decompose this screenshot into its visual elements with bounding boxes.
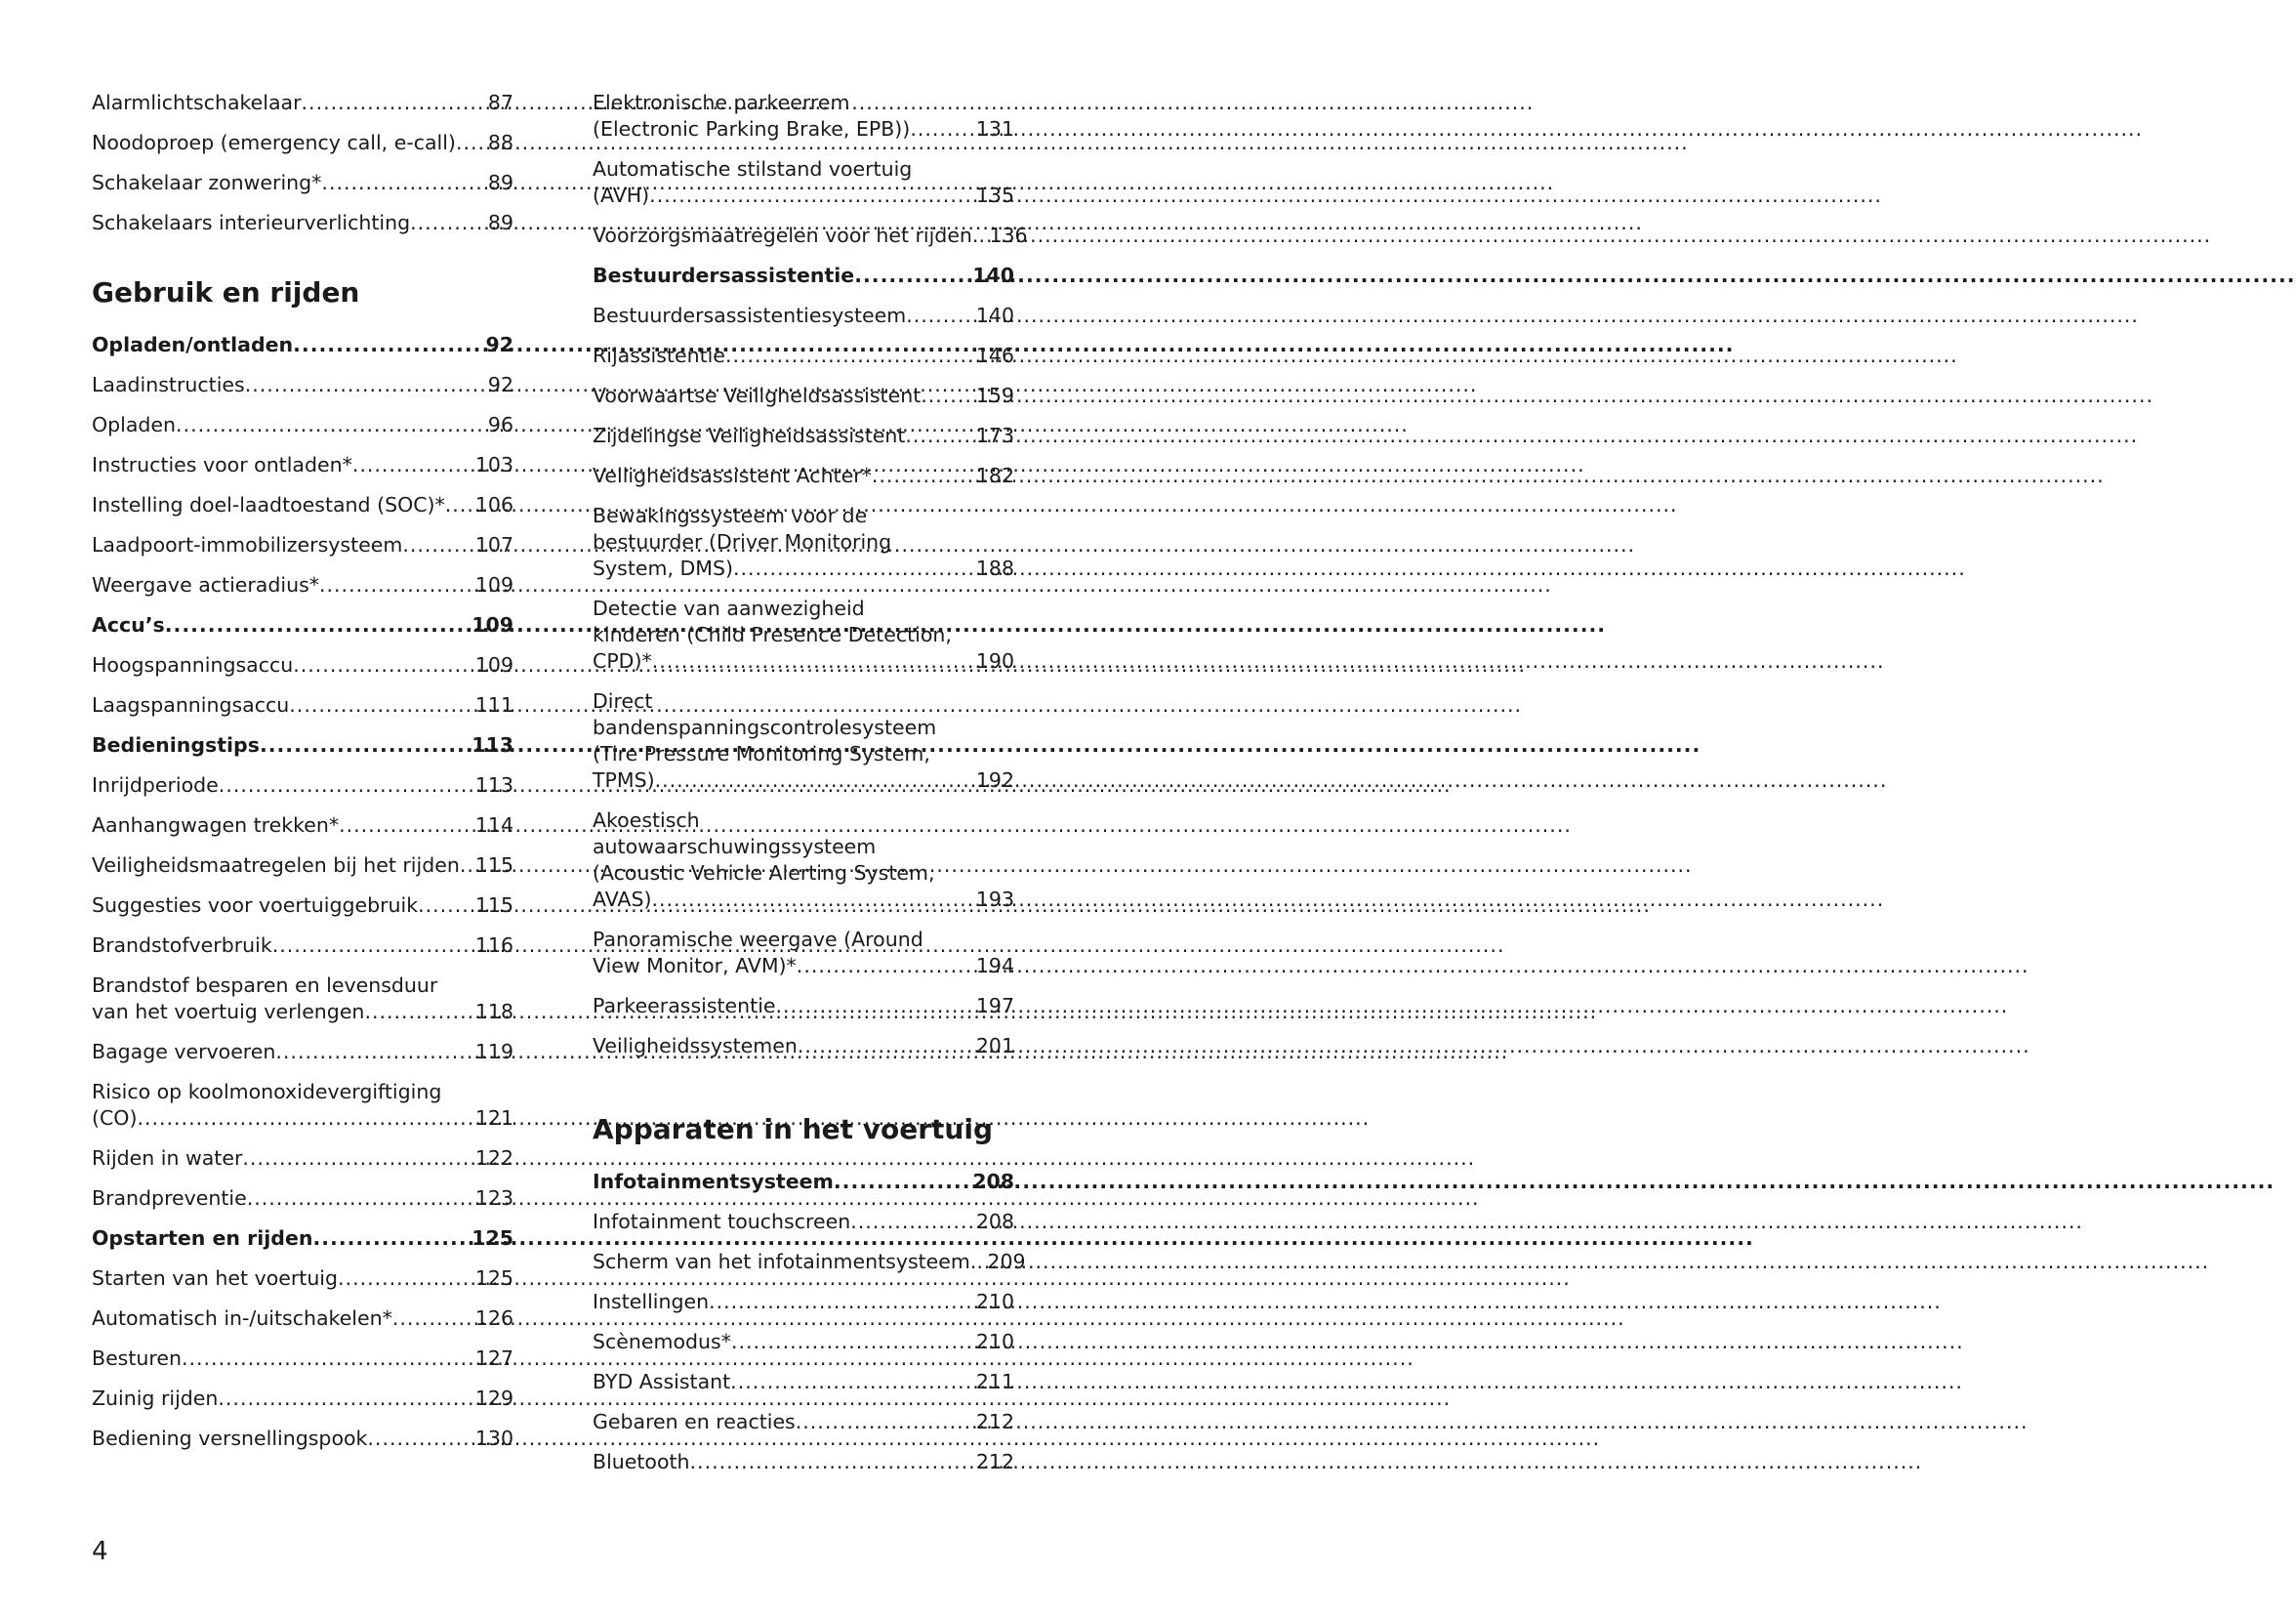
dot-leader xyxy=(649,183,973,209)
dot-leader xyxy=(921,383,973,409)
toc-entry-title-line: AVAS) xyxy=(593,888,652,911)
toc-entry-title-line: bestuurder (Driver Monitoring xyxy=(593,530,892,554)
toc-entry[interactable] xyxy=(593,807,1014,913)
toc-entry-page-number: 122 xyxy=(474,1146,513,1170)
toc-entry[interactable] xyxy=(92,130,513,156)
toc-entry[interactable] xyxy=(593,993,1014,1019)
toc-entry-title-line: bandenspanningscontrolesysteem xyxy=(593,716,937,739)
toc-entry-title-line: Opstarten en rijden xyxy=(92,1226,313,1250)
toc-entry[interactable] xyxy=(593,423,1014,449)
toc-entry[interactable] xyxy=(92,90,513,116)
dot-leader xyxy=(402,532,472,559)
toc-entry-title-line: Zijdelingse Veiligheidsassistent xyxy=(593,424,906,447)
toc-entry-title-line: Opladen xyxy=(92,413,177,436)
toc-entry-page-number: 103 xyxy=(474,453,513,476)
toc-entry-title-line: Aanhangwagen trekken* xyxy=(92,813,340,837)
toc-entry-page-number: 123 xyxy=(474,1186,513,1210)
dot-leader xyxy=(709,1289,973,1315)
dot-leader xyxy=(367,1426,472,1452)
toc-entry[interactable] xyxy=(593,1329,1014,1355)
toc-entry-title-line: Voorzorgsmaatregelen voor het rijden. xyxy=(593,224,979,247)
toc-entry-title-line: Besturen xyxy=(92,1346,182,1370)
toc-entry-page-number: 208 xyxy=(972,1170,1014,1193)
toc-entry[interactable] xyxy=(92,772,513,799)
toc-entry-page-number: 201 xyxy=(975,1034,1014,1057)
toc-entry-page-number: 140 xyxy=(972,264,1014,287)
toc-entry-title-line: Noodoproep (emergency call, e-call) xyxy=(92,131,456,154)
dot-leader xyxy=(242,1145,472,1172)
toc-entry-page-number: 208 xyxy=(975,1210,1014,1233)
dot-leader xyxy=(872,463,973,489)
toc-entry-title-line: Infotainmentsysteem xyxy=(593,1170,834,1193)
toc-entry-page-number: 131 xyxy=(975,117,1014,141)
toc-entry-title-line: Brandstof besparen en levensduur xyxy=(92,973,438,997)
toc-entry-title-line: Veiligheidsmaatregelen bij het rijden xyxy=(92,853,460,877)
toc-entry-title-line: Schakelaars interieurverlichting xyxy=(92,211,411,234)
toc-entry[interactable] xyxy=(92,532,513,559)
toc-entry-title-line: autowaarschuwingssysteem xyxy=(593,835,877,858)
toc-entry-page-number: 136 xyxy=(989,224,1028,247)
toc-chapter-entry[interactable] xyxy=(92,332,513,358)
dot-leader xyxy=(731,1329,973,1355)
toc-entry[interactable] xyxy=(92,210,513,236)
dot-leader xyxy=(218,1386,472,1412)
dot-leader xyxy=(293,652,472,679)
toc-entry-title-line: Automatische stilstand voertuig xyxy=(593,157,913,181)
toc-entry[interactable] xyxy=(92,1039,513,1065)
dot-leader xyxy=(906,303,973,329)
dot-leader xyxy=(733,556,973,582)
toc-entry-title-line: Bediening versnellingspook xyxy=(92,1427,368,1450)
dot-leader xyxy=(725,343,973,369)
toc-entry-page-number: 109 xyxy=(472,613,513,637)
toc-entry[interactable] xyxy=(593,596,1014,675)
toc-entry-title-line: Instructies voor ontladen* xyxy=(92,453,352,476)
toc-entry-title-line: Panoramische weergave (Around xyxy=(593,928,923,951)
toc-entry-title-line: Bestuurdersassistentiesysteem xyxy=(593,304,907,327)
toc-entry-page-number: 109 xyxy=(474,573,513,597)
toc-entry-page-number: 118 xyxy=(474,1000,513,1023)
toc-entry-title-line: Opladen/ontladen xyxy=(92,333,294,356)
toc-entry-page-number: 188 xyxy=(975,557,1014,580)
toc-entry-title-line: Laadpoort-immobilizersysteem xyxy=(92,533,403,557)
toc-entry-title-line: (Acoustic Vehicle Alerting System, xyxy=(593,861,935,885)
toc-entry-page-number: 121 xyxy=(474,1106,513,1130)
toc-entry-title-line: BYD Assistant xyxy=(593,1370,731,1393)
dot-leader xyxy=(165,612,469,639)
toc-entry-page-number: 194 xyxy=(975,954,1014,977)
toc-entry-page-number: 129 xyxy=(474,1386,513,1410)
dot-leader xyxy=(418,892,472,919)
toc-entry-title-line: Suggesties voor voertuiggebruik xyxy=(92,893,419,917)
toc-entry[interactable] xyxy=(92,1305,513,1332)
dot-leader xyxy=(219,772,472,799)
toc-entry[interactable] xyxy=(92,692,513,719)
toc-entry-title-line: Direct xyxy=(593,689,653,713)
toc-entry-title-line: Scherm van het infotainmentsysteem. xyxy=(593,1250,977,1273)
toc-entry[interactable] xyxy=(92,452,513,478)
toc-entry-title-line: (CO) xyxy=(92,1106,138,1130)
toc-entry[interactable] xyxy=(92,1079,513,1132)
toc-entry-page-number: 192 xyxy=(975,768,1014,792)
dot-leader xyxy=(312,1225,469,1252)
toc-entry[interactable] xyxy=(92,892,513,919)
dot-leader xyxy=(289,692,472,719)
toc-entry[interactable] xyxy=(593,156,1014,209)
toc-entry-page-number: 115 xyxy=(474,853,513,877)
toc-entry-title-line: Akoestisch xyxy=(593,808,700,832)
toc-entry-title-line: Risico op koolmonoxidevergiftiging xyxy=(92,1080,442,1103)
toc-entry-title-line: Veiligheidsassistent Achter* xyxy=(593,464,872,487)
dot-leader xyxy=(730,1369,973,1395)
toc-entry[interactable] xyxy=(92,492,513,518)
toc-entry-title-line: (Electronic Parking Brake, EPB)) xyxy=(593,117,911,141)
toc-chapter-entry[interactable] xyxy=(92,612,513,639)
toc-entry-title-line: Bluetooth xyxy=(593,1450,690,1473)
toc-entry[interactable] xyxy=(593,223,1028,249)
toc-entry[interactable] xyxy=(593,1209,1014,1235)
toc-entry-title-line: Automatisch in-/uitschakelen* xyxy=(92,1306,392,1330)
dot-leader xyxy=(260,732,469,759)
toc-entry[interactable] xyxy=(593,1449,1014,1475)
dot-leader xyxy=(910,116,973,143)
toc-entry[interactable] xyxy=(593,303,1014,329)
toc-entry-title-line: Accu’s xyxy=(92,613,165,637)
toc-entry-title-line: Rijden in water xyxy=(92,1146,243,1170)
toc-entry-title-line: Laagspanningsaccu xyxy=(92,693,290,717)
dot-leader xyxy=(976,1249,984,1275)
dot-leader xyxy=(293,332,482,358)
toc-entry[interactable] xyxy=(92,1265,513,1292)
toc-entry-title-line: Zuinig rijden xyxy=(92,1386,219,1410)
toc-entry-title-line: Starten van het voertuig xyxy=(92,1266,339,1290)
toc-entry-page-number: 92 xyxy=(487,373,513,396)
toc-entry[interactable] xyxy=(92,1145,513,1172)
toc-entry-title-line: Detectie van aanwezigheid xyxy=(593,597,865,620)
toc-entry[interactable] xyxy=(593,1289,1014,1315)
toc-entry[interactable] xyxy=(92,170,513,196)
toc-entry-page-number: 135 xyxy=(975,184,1014,207)
dot-leader xyxy=(905,423,972,449)
toc-entry-page-number: 96 xyxy=(487,413,513,436)
toc-entry-page-number: 89 xyxy=(487,211,513,234)
toc-entry[interactable] xyxy=(593,688,1014,794)
dot-leader xyxy=(834,1169,969,1195)
dot-leader xyxy=(797,953,973,979)
dot-leader xyxy=(302,90,485,116)
toc-entry-title-line: Instelling doel-laadtoestand (SOC)* xyxy=(92,493,445,517)
toc-entry-page-number: 113 xyxy=(472,733,513,757)
toc-entry[interactable] xyxy=(92,852,513,879)
toc-entry-page-number: 106 xyxy=(474,493,513,517)
toc-entry[interactable] xyxy=(593,463,1014,489)
toc-entry-title-line: Bagage vervoeren xyxy=(92,1040,276,1063)
toc-entry-title-line: Rijassistentie xyxy=(593,344,725,367)
section-heading: Gebruik en rijden xyxy=(92,276,360,309)
dot-leader xyxy=(690,1449,973,1475)
toc-entry[interactable] xyxy=(92,372,513,398)
dot-leader xyxy=(456,130,485,156)
toc-entry-page-number: 125 xyxy=(474,1266,513,1290)
toc-entry-page-number: 193 xyxy=(975,888,1014,911)
toc-entry-title-line: Infotainment touchscreen xyxy=(593,1210,851,1233)
dot-leader xyxy=(655,767,973,794)
dot-leader xyxy=(460,852,472,879)
toc-entry-title-line: (Tire Pressure Monitoring System, xyxy=(593,742,930,766)
toc-entry-page-number: 114 xyxy=(474,813,513,837)
toc-entry-page-number: 109 xyxy=(474,653,513,677)
dot-leader xyxy=(854,263,969,289)
dot-leader xyxy=(339,812,472,839)
dot-leader xyxy=(247,1185,472,1212)
toc-entry-title-line: Elektronische parkeerrem xyxy=(593,91,850,114)
toc-entry-title-line: (AVH) xyxy=(593,184,650,207)
dot-leader xyxy=(978,223,986,249)
toc-entry-page-number: 211 xyxy=(975,1370,1014,1393)
toc-entry-page-number: 115 xyxy=(474,893,513,917)
dot-leader xyxy=(776,993,973,1019)
toc-entry-title-line: Scènemodus* xyxy=(593,1330,731,1353)
toc-entry-title-line: Bedieningstips xyxy=(92,733,260,757)
toc-entry[interactable] xyxy=(92,652,513,679)
toc-entry-title-line: Weergave actieradius* xyxy=(92,573,319,597)
dot-leader xyxy=(651,887,972,913)
toc-entry-title-line: van het voertuig verlengen xyxy=(92,1000,365,1023)
toc-entry-page-number: 119 xyxy=(474,1040,513,1063)
dot-leader xyxy=(364,999,472,1025)
toc-column-right xyxy=(593,90,1028,1489)
toc-entry-title-line: Brandstofverbruik xyxy=(92,933,272,957)
toc-entry[interactable] xyxy=(92,932,513,959)
toc-entry-page-number: 89 xyxy=(487,171,513,194)
toc-entry[interactable] xyxy=(593,503,1014,582)
toc-entry[interactable] xyxy=(92,1185,513,1212)
toc-entry-page-number: 125 xyxy=(472,1226,513,1250)
page-number: 4 xyxy=(92,1537,108,1566)
toc-entry[interactable] xyxy=(593,1409,1014,1435)
toc-entry-page-number: 173 xyxy=(975,424,1014,447)
toc-entry-page-number: 146 xyxy=(975,344,1014,367)
toc-entry[interactable] xyxy=(593,927,1014,979)
toc-entry-page-number: 140 xyxy=(975,304,1014,327)
dot-leader xyxy=(652,648,973,675)
toc-entry-title-line: Gebaren en reacties xyxy=(593,1410,796,1433)
dot-leader xyxy=(319,572,472,599)
toc-entry-title-line: Parkeerassistentie xyxy=(593,994,776,1017)
toc-entry-page-number: 209 xyxy=(987,1250,1026,1273)
dot-leader xyxy=(338,1265,472,1292)
dot-leader xyxy=(137,1105,472,1132)
toc-entry-title-line: Veiligheidssystemen xyxy=(593,1034,798,1057)
toc-entry[interactable] xyxy=(593,1369,1014,1395)
dot-leader xyxy=(410,210,485,236)
toc-entry[interactable] xyxy=(593,383,1014,409)
toc-entry[interactable] xyxy=(593,90,1014,143)
toc-entry-title-line: Inrijdperiode xyxy=(92,773,219,797)
toc-entry-page-number: 210 xyxy=(975,1330,1014,1353)
toc-entry[interactable] xyxy=(92,1345,513,1372)
toc-entry-page-number: 88 xyxy=(487,131,513,154)
toc-entry[interactable] xyxy=(92,572,513,599)
toc-entry-title-line: Hoogspanningsaccu xyxy=(92,653,294,677)
dot-leader xyxy=(352,452,472,478)
toc-entry-title-line: Bewakingssysteem voor de xyxy=(593,504,868,527)
dot-leader xyxy=(796,1409,973,1435)
toc-entry-page-number: 127 xyxy=(474,1346,513,1370)
section-heading: Apparaten in het voertuig xyxy=(593,1113,993,1145)
toc-entry-page-number: 212 xyxy=(975,1450,1014,1473)
toc-entry-title-line: Laadinstructies xyxy=(92,373,245,396)
toc-entry-page-number: 87 xyxy=(487,91,513,114)
toc-entry-page-number: 111 xyxy=(474,693,513,717)
toc-entry-page-number: 116 xyxy=(474,933,513,957)
dot-leader xyxy=(798,1033,973,1059)
toc-entry-page-number: 107 xyxy=(474,533,513,557)
dot-leader xyxy=(272,932,472,959)
toc-entry[interactable] xyxy=(593,343,1014,369)
dot-leader xyxy=(275,1039,472,1065)
toc-chapter-entry[interactable] xyxy=(92,732,513,759)
toc-chapter-entry[interactable] xyxy=(593,1169,1014,1195)
toc-entry-page-number: 210 xyxy=(975,1290,1014,1313)
toc-column-left xyxy=(92,90,513,1466)
toc-entry-page-number: 197 xyxy=(975,994,1014,1017)
toc-entry-title-line: Alarmlichtschakelaar xyxy=(92,91,302,114)
toc-entry-page-number: 212 xyxy=(975,1410,1014,1433)
toc-entry-page-number: 92 xyxy=(485,333,513,356)
toc-entry[interactable] xyxy=(593,1033,1014,1059)
toc-entry[interactable] xyxy=(92,412,513,438)
dot-leader xyxy=(850,1209,973,1235)
toc-entry-page-number: 159 xyxy=(975,384,1014,407)
dot-leader xyxy=(245,372,485,398)
toc-entry-title-line: Schakelaar zonwering* xyxy=(92,171,322,194)
toc-entry[interactable] xyxy=(593,1249,1026,1275)
toc-entry-page-number: 113 xyxy=(474,773,513,797)
toc-entry-page-number: 130 xyxy=(474,1427,513,1450)
toc-entry[interactable] xyxy=(92,1386,513,1412)
toc-entry-title-line: System, DMS) xyxy=(593,557,733,580)
toc-entry-title-line: Voorwaartse Veiligheidsassistent xyxy=(593,384,922,407)
toc-entry-title-line: TPMS) xyxy=(593,768,655,792)
toc-entry-page-number: 182 xyxy=(975,464,1014,487)
toc-entry[interactable] xyxy=(92,973,513,1025)
dot-leader xyxy=(445,492,472,518)
toc-entry-page-number: 190 xyxy=(975,649,1014,673)
toc-chapter-entry[interactable] xyxy=(92,1225,513,1252)
toc-entry-title-line: CPD)* xyxy=(593,649,652,673)
dot-leader xyxy=(176,412,485,438)
toc-entry-title-line: Bestuurdersassistentie xyxy=(593,264,855,287)
toc-entry-title-line: kinderen (Child Presence Detection, xyxy=(593,623,952,646)
toc-entry-page-number: 126 xyxy=(474,1306,513,1330)
dot-leader xyxy=(321,170,484,196)
toc-entry-title-line: Brandpreventie xyxy=(92,1186,247,1210)
dot-leader xyxy=(392,1305,472,1332)
toc-entry[interactable] xyxy=(92,812,513,839)
toc-entry[interactable] xyxy=(92,1426,513,1452)
toc-entry-title-line: View Monitor, AVM)* xyxy=(593,954,797,977)
toc-entry-title-line: Instellingen xyxy=(593,1290,710,1313)
toc-chapter-entry[interactable] xyxy=(593,263,1014,289)
dot-leader xyxy=(182,1345,472,1372)
